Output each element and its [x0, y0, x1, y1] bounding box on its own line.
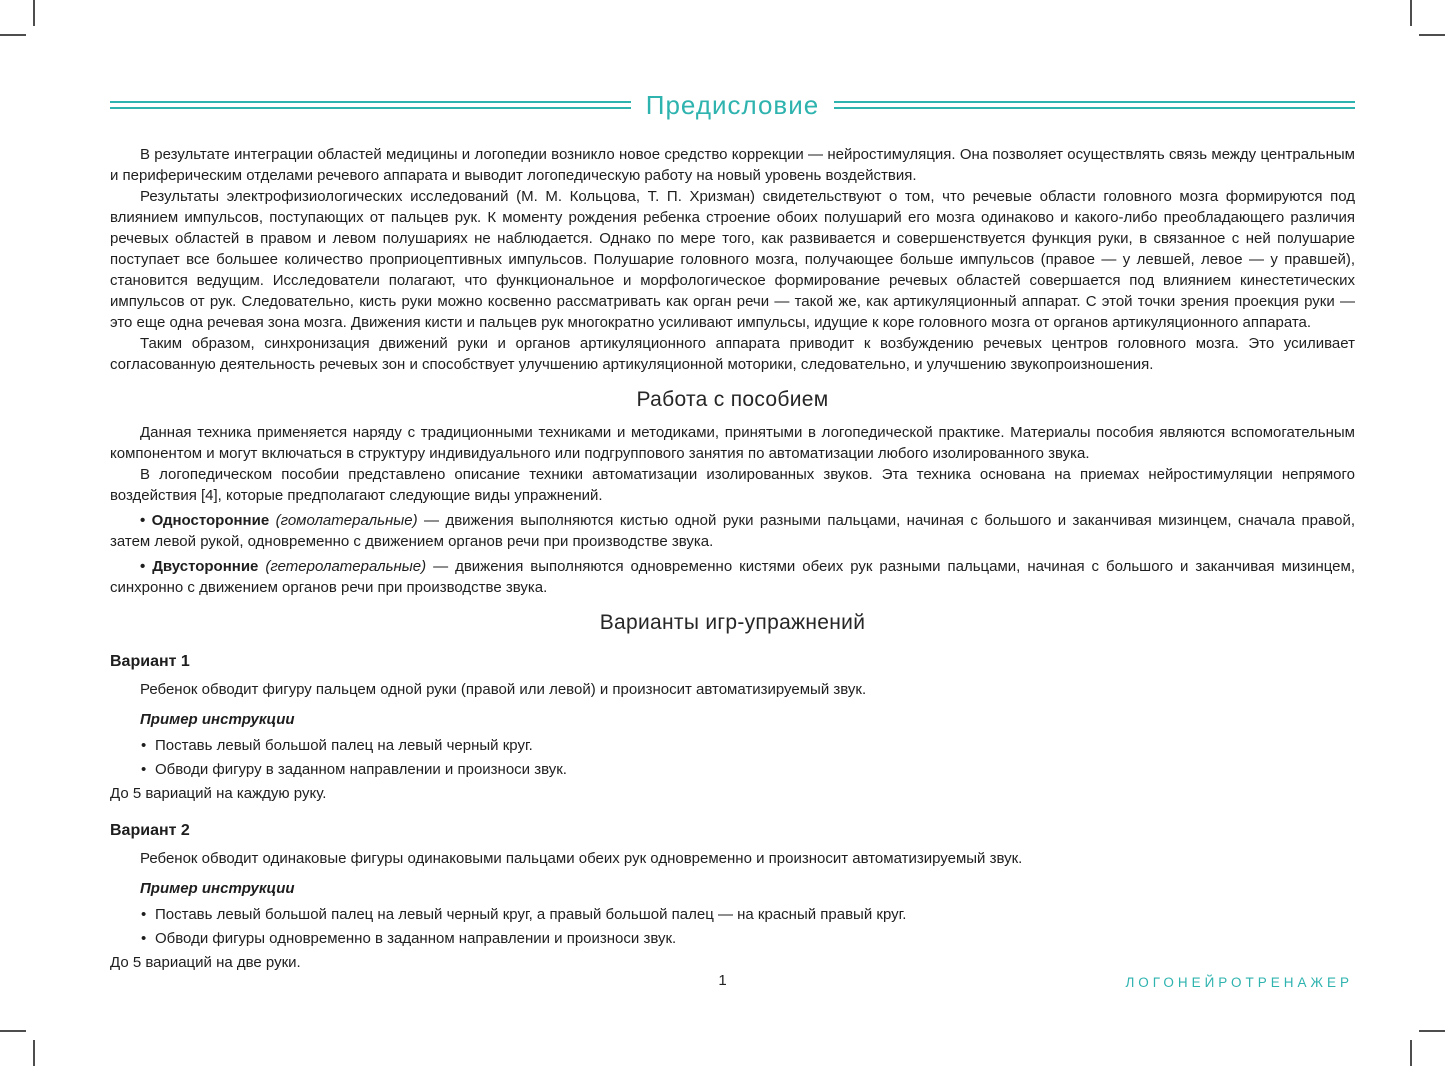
variant-title: Вариант 1 — [110, 653, 190, 670]
crop-mark-bottom-right-vertical — [1410, 1040, 1412, 1066]
work-section — [110, 422, 1355, 598]
work-paragraph: В логопедическом пособии представлено описание техники автоматизации изолированных звуков. Эта техника основана на приемах нейростимуляции непрямого воздействия [4], которые предполагают следующие виды упражнений. — [110, 466, 1355, 504]
work-paragraph: Данная техника применяется наряду с традиционными техниками и методиками, принятыми в логопедической практике. Материалы пособия являются вспомогательным компонентом и могут включаться в структуру индивидуального или подгруппового занятия по автоматизации любого изолированного звука. — [110, 424, 1355, 462]
exercise-type-text: — движения выполняются кистью одной руки разными пальцами, начиная с большого и заканчивая мизинцем, сначала правой, затем левой рукой, одновременно с движением органов речи при производстве звука. — [110, 512, 1355, 550]
exercise-type-term-alt: (гомолатеральные) — [275, 512, 418, 529]
page-title: Предисловие — [645, 89, 820, 120]
brand-footer: ЛОГОНЕЙРОТРЕНАЖЕР — [1125, 975, 1353, 990]
section-heading-work: Работа с пособием — [636, 388, 829, 411]
section-heading-variants: Варианты игр-упражнений — [599, 611, 866, 634]
variant-block-1 — [110, 651, 1355, 806]
preface-section — [110, 144, 1355, 375]
instruction-steps — [110, 903, 1355, 951]
title-rule-left — [110, 101, 631, 109]
crop-mark-top-right-horizontal — [1419, 34, 1445, 36]
step-item: • Поставь левый большой палец на левый черный круг, а правый большой палец — на красный правый круг. — [155, 903, 1355, 927]
preface-paragraph: Таким образом, синхронизация движений руки и органов артикуляционного аппарата приводит к возбуждению речевых центров головного мозга. Это усиливает согласованную деятельность речевых зон и способствует улучшению артикуляционной моторики, следовательно, и улучшению звукопроизношения. — [110, 335, 1355, 373]
exercise-type-item — [110, 510, 1355, 552]
step-item: • Обводи фигуру в заданном направлении и произноси звук. — [155, 758, 1355, 782]
crop-mark-bottom-left-vertical — [33, 1040, 35, 1066]
variant-title: Вариант 2 — [110, 822, 190, 839]
crop-mark-bottom-right-horizontal — [1419, 1030, 1445, 1032]
exercise-type-term: Односторонние — [151, 512, 270, 529]
crop-mark-top-right-vertical — [1410, 0, 1412, 26]
title-rule-right — [834, 101, 1355, 109]
variant-note: До 5 вариаций на каждую руку. — [110, 785, 327, 802]
title-row — [110, 88, 1355, 122]
preface-paragraph: В результате интеграции областей медицины и логопедии возникло новое средство коррекции — нейростимуляция. Она позволяет осуществлять связь между центральным и периферическим отделами речевого аппарата и выводит логопедическую работу на новый уровень воздействия. — [110, 146, 1355, 184]
crop-mark-top-left-vertical — [33, 0, 35, 26]
step-item: • Обводи фигуры одновременно в заданном направлении и произноси звук. — [155, 927, 1355, 951]
variant-block-2 — [110, 820, 1355, 975]
variant-description: Ребенок обводит одинаковые фигуры одинаковыми пальцами обеих рук одновременно и произносит автоматизируемый звук. — [140, 850, 1023, 867]
variant-description: Ребенок обводит фигуру пальцем одной руки (правой или левой) и произносит автоматизируемый звук. — [140, 681, 867, 698]
page-content — [110, 0, 1355, 975]
exercise-type-term: Двусторонние — [152, 558, 259, 575]
example-label: Пример инструкции — [140, 711, 295, 728]
exercise-type-term-alt: (гетеролатеральные) — [265, 558, 427, 575]
exercise-type-item — [110, 556, 1355, 598]
crop-mark-top-left-horizontal — [0, 34, 26, 36]
example-label: Пример инструкции — [140, 880, 295, 897]
step-item: • Поставь левый большой палец на левый черный круг. — [155, 734, 1355, 758]
preface-paragraph: Результаты электрофизиологических исследований (М. М. Кольцова, Т. П. Хризман) свидетельствуют о том, что речевые области головного мозга формируются под влиянием импульсов, поступающих от пальцев рук. К моменту рождения ребенка строение обоих полушарий его мозга одинаково и какого-либо преобладающего различия речевых областей в правом и левом полушариях не наблюдается. Однако по мере того, как развивается и совершенствуется функция руки, в связанное с ней полушарие поступает все большее количество проприоцептивных импульсов. Полушарие головного мозга, получающее больше импульсов (правое — у левшей, левое — у правшей), становится ведущим. Исследователи полагают, что функциональное и морфологическое формирование речевых областей совершается под влиянием кинестетических импульсов от рук. Следовательно, кисть руки можно косвенно рассматривать как орган речи — такой же, как артикуляционный аппарат. С этой точки зрения проекция руки — это еще одна речевая зона мозга. Движения кисти и пальцев рук многократно усиливают импульсы, идущие к коре головного мозга от органов артикуляционного аппарата. — [110, 188, 1355, 331]
exercise-type-text: — движения выполняются одновременно кистями обеих рук разными пальцами, начиная с большого и заканчивая мизинцем, синхронно с движением органов речи при производстве звука. — [110, 558, 1356, 596]
page-number: 1 — [718, 972, 727, 989]
crop-mark-bottom-left-horizontal — [0, 1030, 26, 1032]
variant-note: До 5 вариаций на две руки. — [110, 954, 301, 971]
instruction-steps — [110, 734, 1355, 782]
